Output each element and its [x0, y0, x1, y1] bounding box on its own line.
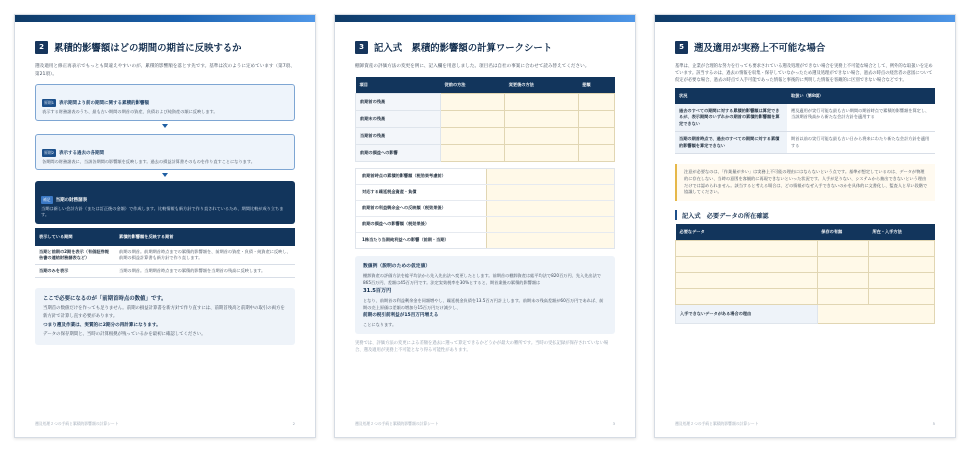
table-row — [356, 127, 615, 144]
table-row — [676, 241, 935, 257]
row-label: 入手できないデータがある場合の理由 — [676, 305, 818, 324]
rule-text: 表示する財務諸表のうち、最も古い期間の期首の資産、負債および純資産の額に反映します。 — [42, 109, 218, 115]
input-cell[interactable] — [505, 127, 578, 144]
note-tail: データの保存期間と、当時の計算根拠が残っているかを最初に確認してください。 — [43, 332, 206, 338]
intro-text: 棚卸資産の評価方法の変更を例に、記入欄を用意しました。項目名は自社の事案に合わせて読み替えてください。 — [355, 64, 590, 69]
input-cell[interactable] — [486, 233, 614, 248]
page-footer — [675, 421, 935, 427]
row-label: 当期首の残高 — [356, 127, 441, 144]
table-row — [356, 93, 615, 110]
input-cell[interactable] — [578, 144, 614, 161]
table-header: 差額 — [578, 77, 614, 94]
input-cell[interactable] — [817, 289, 868, 305]
form-label: 前期の損益への影響額（税効果後） — [362, 221, 430, 227]
form-row — [356, 217, 614, 233]
rule-box-1 — [35, 84, 295, 120]
document-page-2 — [334, 14, 636, 438]
form-row — [356, 185, 614, 201]
table-cell: 当期のみを表示 — [35, 265, 115, 278]
note-title: ここで必要になるのが「前期首時点の数値」です。 — [43, 296, 167, 303]
form-label: 対応する繰延税金資産・負債 — [362, 189, 417, 195]
form-label: 1株当たり当期純利益への影響（前期・当期） — [362, 237, 449, 243]
input-cell[interactable] — [486, 217, 614, 232]
table-row — [676, 257, 935, 273]
section-heading — [355, 40, 615, 54]
input-cell[interactable] — [486, 169, 614, 184]
section-title: 記入式 累積的影響額の計算ワークシート — [374, 43, 553, 54]
form-row — [356, 233, 614, 248]
rule-title: 当期の財務諸表 — [55, 198, 88, 203]
table-row — [356, 110, 615, 127]
input-cell[interactable] — [441, 93, 505, 110]
rule-tag: 原則1 — [44, 100, 55, 106]
table-header: 必要なデータ — [676, 224, 818, 241]
input-cell[interactable] — [676, 257, 818, 273]
table-cell: 当期と前期の2期を表示（有価証券報告書の連結財務諸表など） — [35, 246, 115, 265]
input-cell[interactable] — [817, 257, 868, 273]
section-title: 累積的影響額はどの期間の期首に反映するか — [54, 43, 242, 54]
example-title: 数値例（説明のための仮定値） — [363, 263, 431, 269]
table-row — [675, 132, 935, 154]
rule-box-2 — [35, 134, 295, 170]
section-title: 遡及適用が実務上不可能な場合 — [694, 43, 826, 54]
form-row — [356, 201, 614, 217]
rule-title: 表示期間より前の期間に関する累積的影響額 — [59, 101, 150, 107]
input-cell[interactable] — [578, 127, 614, 144]
footnote-text: 実務では、評価方法の変更による差額を過去に遡って算定できるかどうかが最大の難所です。当時の受払記録が保存されていない場合、遡及適用が実務上不可能となり得る可能性があります。 — [355, 340, 609, 353]
down-arrow-icon — [162, 173, 168, 177]
table-header: 累積的影響額を反映する期首 — [115, 228, 295, 246]
down-arrow-icon — [162, 124, 168, 128]
input-cell[interactable] — [441, 110, 505, 127]
document-page-1 — [14, 14, 316, 438]
table-cell: 過去のすべての期間に対する累積的影響額は算定できるが、表示期間のいずれかの期首の累積的影響額を算定できない — [675, 104, 787, 132]
input-cell[interactable] — [868, 273, 934, 289]
input-cell[interactable] — [578, 93, 614, 110]
footer-title: 遡及処理２つの手続と累積的影響額の計算シート — [675, 421, 759, 426]
input-cell[interactable] — [868, 257, 934, 273]
table-header: 保存の有無 — [817, 224, 868, 241]
input-cell[interactable] — [817, 241, 868, 257]
table-cell: 当期の期首。当期期首時点までの累積的影響額を当期首の残高に反映します。 — [115, 265, 295, 278]
note-strong: つまり遡及作業は、実質的に2期分の再計算になります。 — [43, 323, 161, 329]
input-cell[interactable] — [817, 305, 934, 324]
table-cell: 遡及適用が実行可能な最も古い期間の期首時点で累積的影響額を算定し、当該期首残高から新たな会計方針を適用する — [787, 104, 935, 132]
footer-title: 遡及処理２つの手続と累積的影響額の計算シート — [35, 421, 119, 426]
page-number: 3 — [612, 421, 615, 426]
row-label: 前期首の残高 — [356, 93, 441, 110]
example-tail: ことになります。 — [363, 321, 397, 327]
input-cell[interactable] — [505, 144, 578, 161]
row-label: 前期の損益への影響 — [356, 144, 441, 161]
form-label: 前期首時点の累積的影響額（税効果考慮前） — [362, 173, 446, 179]
table-cell: 期首以前の実行可能な最も古い日から将来にわたり新たな会計方針を適用する — [787, 132, 935, 154]
input-cell[interactable] — [817, 273, 868, 289]
input-cell[interactable] — [676, 273, 818, 289]
worksheet-table — [355, 77, 615, 162]
page-footer — [355, 421, 615, 427]
table-header: 所在・入手方法 — [868, 224, 934, 241]
subsection-title: 記入式 必要データの所在確認 — [682, 212, 769, 220]
table-cell: 当期の期首時点で、過去のすべての期間に対する累積的影響額を算定できない — [675, 132, 787, 154]
table-header: 変更後の方法 — [505, 77, 578, 94]
table-row — [35, 265, 295, 278]
table-cell: 前期の期首。前期期首時点までの累積的影響額を、前期首の資産・負債・純資産に反映し、前期の損益計算書も新方針で作り直します。 — [115, 246, 295, 265]
example-body: となり、前期首の利益剰余金を同額増やし、繰延税金負債を13.5百万円計上します。前期末の残高差額が60百万円であれば、前期の売上原価は差額の増加分15百万円だけ減少し、 — [363, 297, 604, 310]
example-body: 棚卸資産の評価方法を総平均法から先入先出法へ変更したとします。前期首の棚卸資産は総平均法で820百万円、先入先出法で865百万円、差額は45百万円です。法定実効税率を30%とすると、期首業後の累積的影響額は — [363, 272, 601, 285]
worksheet-form — [355, 168, 615, 249]
table-header: 取扱い（第8項） — [787, 88, 935, 104]
table-header: 状況 — [675, 88, 787, 104]
page-top-bar — [15, 15, 315, 22]
table-header: 表示している期間 — [35, 228, 115, 246]
table-row — [676, 289, 935, 305]
footer-title: 遡及処理２つの手続と累積的影響額の計算シート — [355, 421, 439, 426]
section-heading — [35, 40, 295, 54]
input-cell[interactable] — [441, 144, 505, 161]
rule-tag: 原則2 — [44, 149, 55, 155]
data-location-table — [675, 224, 935, 324]
page-top-bar — [335, 15, 635, 22]
input-cell[interactable] — [868, 289, 934, 305]
example-box — [355, 256, 615, 334]
row-label: 前期末の残高 — [356, 110, 441, 127]
accent-bar — [675, 210, 677, 220]
subsection-heading — [675, 210, 935, 220]
input-cell[interactable] — [676, 289, 818, 305]
form-label: 前期首の利益剰余金への反映額（税効果後） — [362, 205, 446, 211]
intro-text: 基準は、企業が合理的な努力を行っても要求されている遡及処理ができない場合を実務上不可能な場合として、例外的な取扱いを定めています。該当するのは、過去の情報を収集・保存していなかったため遡及処理ができない場合、過去の時点の経営者の意図について仮定が必要な場合、過去の時点で入手可能であった情報と事後的に判明した情報を客観的に区別できない場合などです。 — [675, 64, 933, 83]
section-number: 5 — [675, 41, 688, 54]
input-cell[interactable] — [868, 241, 934, 257]
example-strong: 前期の税引前利益が15百万円増える — [363, 312, 439, 318]
section-number: 3 — [355, 41, 368, 54]
input-cell[interactable] — [578, 110, 614, 127]
input-cell[interactable] — [486, 201, 614, 216]
table-header: 項目 — [356, 77, 441, 94]
input-cell[interactable] — [505, 93, 578, 110]
input-cell[interactable] — [676, 241, 818, 257]
table-row — [676, 273, 935, 289]
rule-title: 表示する過去の各期間 — [59, 150, 105, 156]
section-heading — [675, 40, 935, 54]
example-value: 31.5百万円 — [363, 287, 392, 294]
section-number: 2 — [35, 41, 48, 54]
note-body: 当期首の数値だけを作っても足りません。前期の損益計算書を新方針で作り直すには、前期首残高と前期中の取引の両方を新方針で計算し直す必要があります。 — [43, 306, 285, 319]
page-top-bar — [655, 15, 955, 22]
page-number: 5 — [932, 421, 935, 426]
input-cell[interactable] — [441, 127, 505, 144]
table-row — [35, 246, 295, 265]
rule-box-3 — [35, 181, 295, 224]
period-table — [35, 228, 295, 279]
page-footer — [35, 421, 295, 427]
form-row — [356, 169, 614, 185]
table-row — [356, 144, 615, 161]
page-number: 2 — [292, 421, 295, 426]
situation-table — [675, 88, 935, 154]
rule-text: 当期は新しい会計方針（または訂正後の金額）で作成します。比較情報も新方針で作り直されているため、期間比較が成り立ちます。 — [41, 206, 284, 218]
rule-tag: 補足 — [43, 197, 51, 202]
rule-text: 各期間の財務諸表に、当該各期間の影響額を反映します。過去の損益計算書そのものを作り直すことになります。 — [42, 158, 255, 164]
input-cell[interactable] — [505, 110, 578, 127]
document-page-3 — [654, 14, 956, 438]
table-header: 従前の方法 — [441, 77, 505, 94]
caution-box: 注意が必要なのは、「作業量が多い」は実務上不可能の理由にはならないという点です。基準が想定しているのは、データが物理的に存在しない、当時の意図を客観的に再現できないといった状況です。人手が足りない、システムから抽出できないという理由だけでは認められません。該当すると考える場合は、どの情報がなぜ入手できないのかを具体的に文書化し、監査人と早い段階で協議してください。 — [675, 164, 935, 201]
intro-text: 遡及適用と修正再表示でもっとも間違えやすいのが、累積的影響額を落とす先です。基準は次のように定めています（第7項、第21項）。 — [35, 64, 295, 77]
input-cell[interactable] — [486, 185, 614, 200]
table-row — [676, 305, 935, 324]
table-row — [675, 104, 935, 132]
note-box — [35, 288, 295, 344]
